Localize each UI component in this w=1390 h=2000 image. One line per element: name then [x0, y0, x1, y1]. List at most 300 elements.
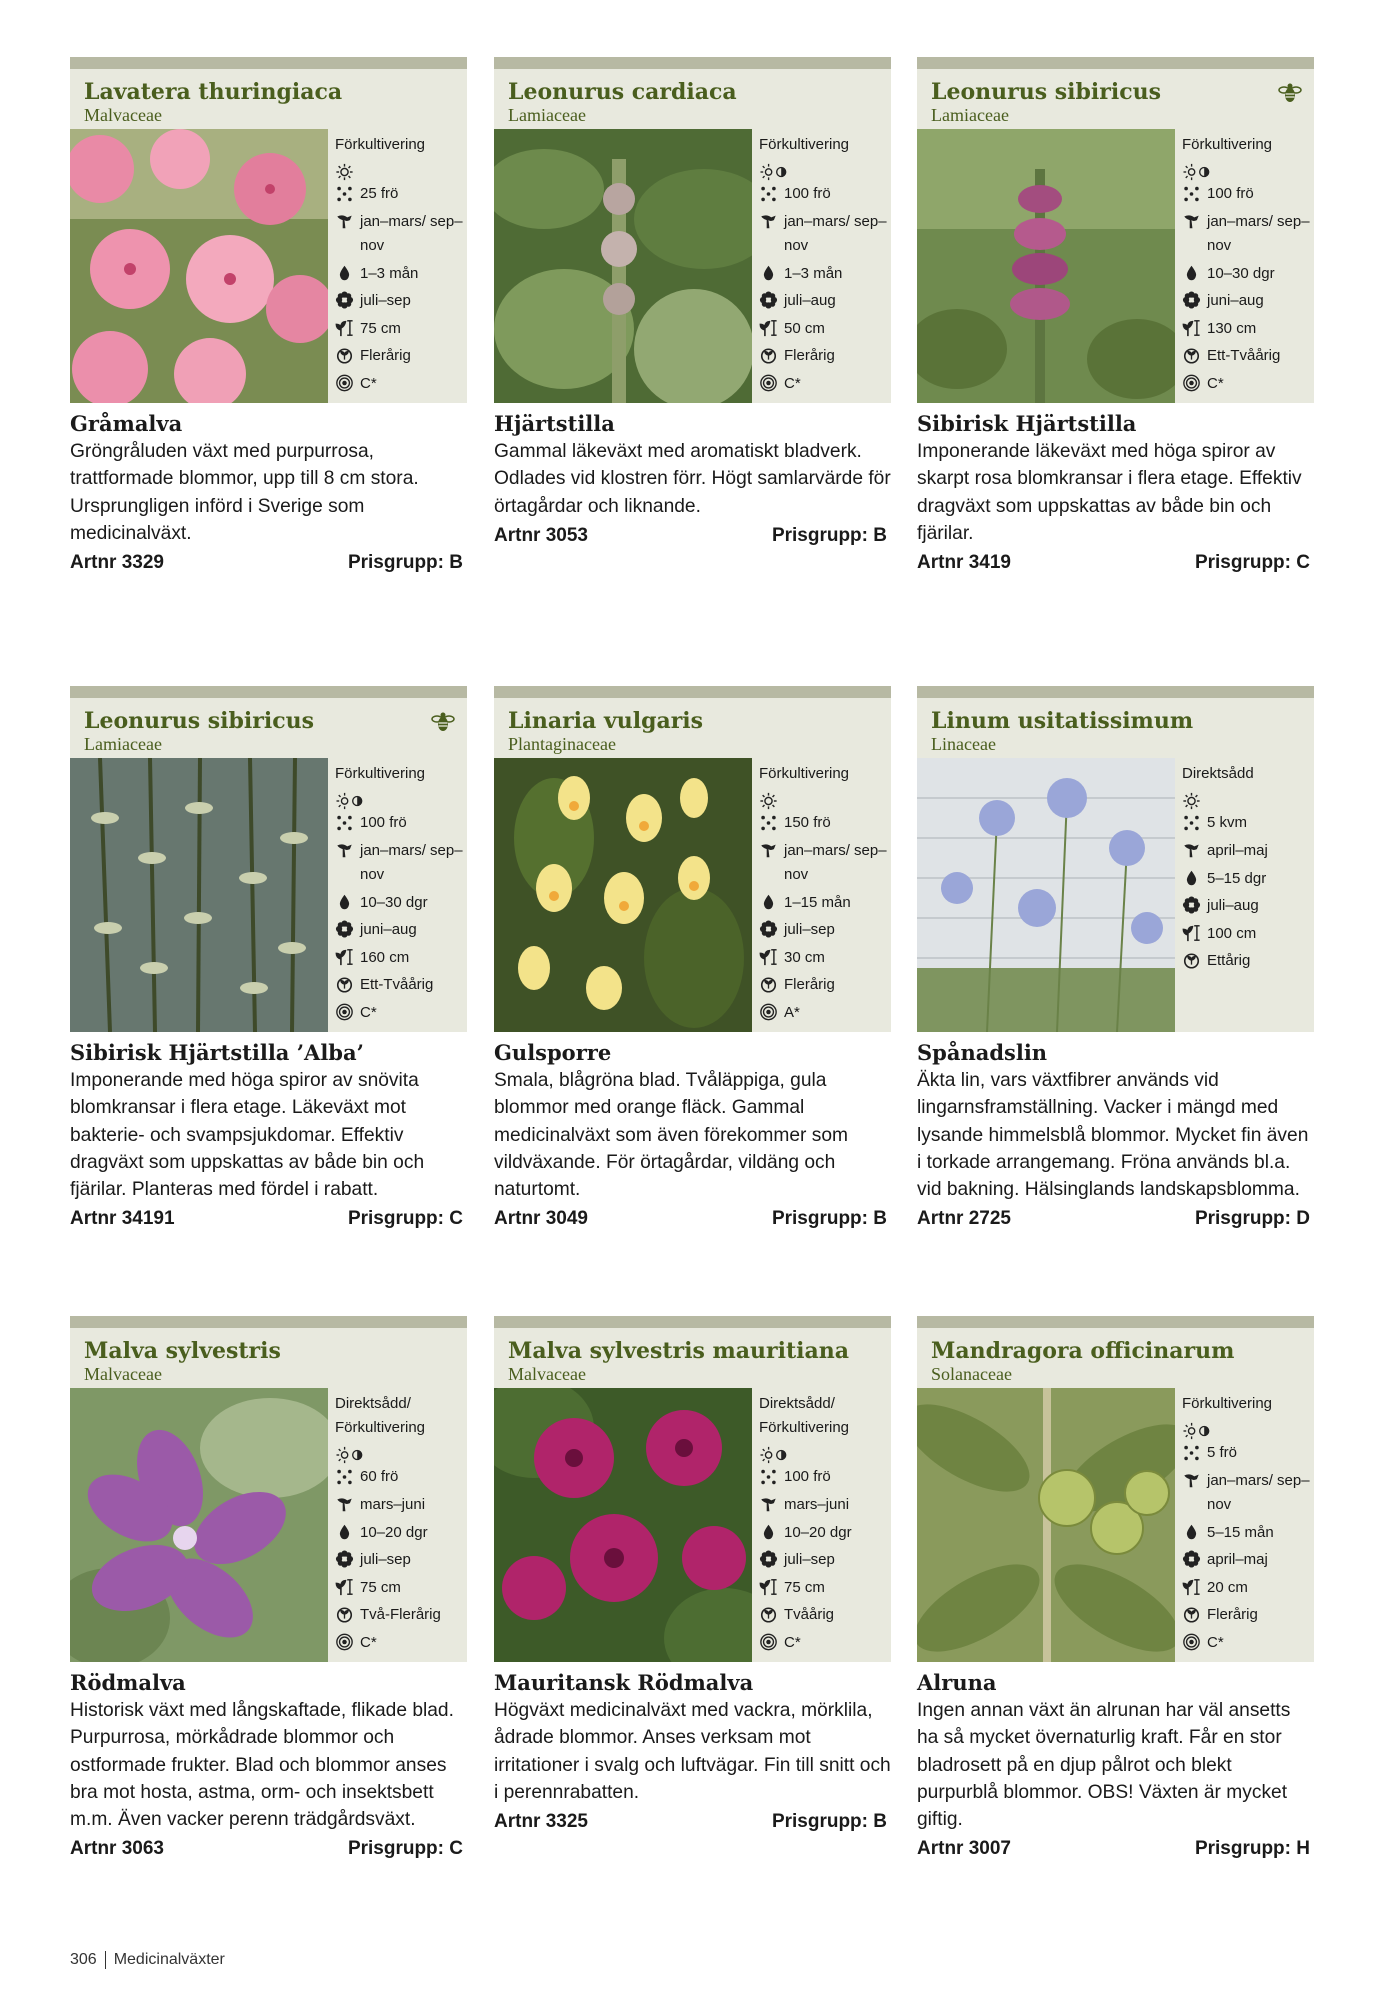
- seeds-row: [335, 810, 465, 838]
- seeds-icon: [759, 814, 778, 832]
- sowing-time: jan–mars/ sep–nov: [360, 212, 463, 254]
- product-card: [494, 686, 891, 1230]
- bloom-row: [759, 287, 889, 315]
- lifecycle-icon: [759, 1606, 778, 1624]
- card-header: [917, 686, 1314, 758]
- germination-icon: [759, 1523, 778, 1541]
- product-card: [70, 686, 467, 1230]
- plant-photo: [70, 129, 328, 403]
- seeds-row: [1182, 1440, 1312, 1468]
- article-number: Artnr 3419: [917, 552, 1011, 574]
- sow-row: [335, 208, 465, 260]
- family-name: Malvaceae: [84, 105, 162, 125]
- description: Högväxt medicinalväxt med vackra, mörklila, ådrade blommor. Anses verksam mot irritationer i svalg och luftvägar. Fin till snitt och i perennrabatten.: [494, 1700, 891, 1803]
- card-header: [917, 1316, 1314, 1388]
- card-header: [70, 686, 467, 758]
- sow-row: [759, 1491, 889, 1519]
- plant-photo: [917, 129, 1175, 403]
- germ-row: [335, 260, 465, 288]
- germination-icon: [759, 893, 778, 911]
- plant-height: 75 cm: [360, 1578, 401, 1596]
- height-row: [335, 944, 465, 972]
- height-row: [335, 1574, 465, 1602]
- footer-divider: [105, 1951, 106, 1969]
- sow-row: [335, 1491, 465, 1519]
- cultivation-method: Förkultivering: [1182, 1394, 1273, 1412]
- bloom-row: [1182, 1546, 1312, 1574]
- sun-row: [759, 788, 889, 810]
- plant-height-icon: [1182, 1578, 1201, 1596]
- common-name: Mauritansk Rödmalva: [494, 1670, 754, 1695]
- lifecycle-icon: [759, 976, 778, 994]
- plant-height-icon: [1182, 319, 1201, 337]
- sowing-hand-icon: [1182, 1471, 1201, 1489]
- card-footer: [494, 1208, 891, 1230]
- price-group: Prisgrupp: H: [1194, 1838, 1310, 1860]
- plant-height-icon: [1182, 924, 1201, 942]
- flower-icon: [335, 291, 354, 309]
- plant-height-icon: [335, 1578, 354, 1596]
- seed-count: 100 frö: [360, 814, 407, 832]
- sun-halfshade-icon: [335, 1446, 365, 1464]
- germination-time: 1–15 mån: [784, 893, 851, 911]
- zone-row: [335, 1629, 465, 1657]
- bee-friendly-icon: [1278, 81, 1302, 105]
- card-body: [917, 758, 1314, 1032]
- height-row: [1182, 920, 1312, 948]
- height-row: [759, 944, 889, 972]
- lifecycle: Flerårig: [360, 347, 411, 365]
- family-name: Solanaceae: [931, 1364, 1012, 1384]
- page-footer: [70, 1951, 225, 1969]
- life-row: [1182, 1602, 1312, 1630]
- latin-name: Malva sylvestris mauritiana: [508, 1338, 850, 1364]
- card-footer: [917, 552, 1314, 574]
- plant-photo: [494, 1388, 752, 1662]
- lifecycle-icon: [759, 347, 778, 365]
- sowing-hand-icon: [759, 1495, 778, 1513]
- sun-icon: [759, 792, 778, 810]
- germ-row: [1182, 865, 1312, 893]
- hardiness-zone: C*: [784, 374, 801, 392]
- germination-icon: [335, 264, 354, 282]
- bloom-time: juli–sep: [784, 1551, 835, 1569]
- zone-row: [335, 999, 465, 1027]
- sun-icon: [1182, 792, 1201, 810]
- plant-height-icon: [759, 1578, 778, 1596]
- sun-icon: [335, 163, 354, 181]
- product-card: [917, 686, 1314, 1230]
- flower-icon: [335, 1550, 354, 1568]
- card-body: [494, 1388, 891, 1662]
- cultivation-method: Förkultivering: [335, 764, 426, 782]
- card-header: [494, 1316, 891, 1388]
- price-group: Prisgrupp: C: [1194, 552, 1310, 574]
- sowing-time: jan–mars/ sep–nov: [1207, 212, 1310, 254]
- common-name: Alruna: [917, 1670, 997, 1695]
- common-name: Hjärtstilla: [494, 411, 615, 436]
- plant-height-icon: [759, 948, 778, 966]
- common-name: Sibirisk Hjärtstilla ’Alba’: [70, 1040, 364, 1065]
- family-name: Malvaceae: [508, 1364, 586, 1384]
- hardiness-zone: C*: [784, 1633, 801, 1651]
- sun-row: [335, 1442, 465, 1464]
- sun-row: [759, 1442, 889, 1464]
- common-name: Spånadslin: [917, 1040, 1048, 1065]
- sow-row: [1182, 1467, 1312, 1519]
- card-body: [70, 758, 467, 1032]
- spec-list: [1182, 1390, 1312, 1657]
- lifecycle: Ett-Tvåårig: [1207, 347, 1281, 365]
- seeds-row: [335, 1464, 465, 1492]
- card-footer: [494, 1811, 891, 1833]
- card-footer: [70, 552, 467, 574]
- bloom-row: [1182, 892, 1312, 920]
- seeds-icon: [335, 814, 354, 832]
- zone-row: [335, 370, 465, 398]
- family-name: Malvaceae: [84, 1364, 162, 1384]
- zone-row: [759, 1629, 889, 1657]
- hardiness-zone-icon: [1182, 1633, 1201, 1651]
- sun-halfshade-icon: [1182, 1422, 1212, 1440]
- life-row: [335, 972, 465, 1000]
- germ-row: [759, 889, 889, 917]
- germ-row: [759, 1519, 889, 1547]
- latin-name: Mandragora officinarum: [931, 1338, 1235, 1364]
- germination-icon: [1182, 264, 1201, 282]
- seeds-icon: [759, 185, 778, 203]
- lifecycle: Flerårig: [784, 976, 835, 994]
- bloom-time: juni–aug: [360, 921, 417, 939]
- seeds-icon: [759, 1468, 778, 1486]
- lifecycle: Ettårig: [1207, 952, 1251, 970]
- sow-row: [1182, 837, 1312, 865]
- flower-icon: [335, 920, 354, 938]
- spec-list: [759, 131, 889, 398]
- germ-row: [1182, 260, 1312, 288]
- sowing-time: jan–mars/ sep–nov: [784, 212, 887, 254]
- product-card: [917, 57, 1314, 574]
- card-header: [70, 1316, 467, 1388]
- price-group: Prisgrupp: C: [347, 1208, 463, 1230]
- price-group: Prisgrupp: B: [771, 1208, 887, 1230]
- bloom-row: [759, 1546, 889, 1574]
- plant-photo: [494, 758, 752, 1032]
- seeds-row: [759, 181, 889, 209]
- product-card: [917, 1316, 1314, 1860]
- hardiness-zone: C*: [360, 374, 377, 392]
- lifecycle: Två-Flerårig: [360, 1606, 441, 1624]
- seed-count: 5 frö: [1207, 1444, 1238, 1462]
- seed-count: 5 kvm: [1207, 814, 1248, 832]
- card-body: [494, 129, 891, 403]
- family-name: Lamiaceae: [84, 734, 162, 754]
- hardiness-zone: C*: [360, 1633, 377, 1651]
- latin-name: Leonurus sibiricus: [84, 708, 314, 734]
- sun-row: [1182, 159, 1312, 181]
- bloom-time: april–maj: [1207, 1551, 1268, 1569]
- life-row: [335, 1602, 465, 1630]
- life-row: [1182, 948, 1312, 976]
- article-number: Artnr 3063: [70, 1838, 164, 1860]
- germination-time: 5–15 dgr: [1207, 869, 1267, 887]
- bloom-row: [1182, 287, 1312, 315]
- height-row: [759, 315, 889, 343]
- height-row: [1182, 1574, 1312, 1602]
- germination-icon: [1182, 1523, 1201, 1541]
- height-row: [1182, 315, 1312, 343]
- plant-height: 75 cm: [784, 1578, 825, 1596]
- hardiness-zone-icon: [1182, 374, 1201, 392]
- height-row: [759, 1574, 889, 1602]
- seeds-icon: [1182, 814, 1201, 832]
- lifecycle: Tvåårig: [784, 1606, 835, 1624]
- seeds-row: [1182, 810, 1312, 838]
- sun-row: [1182, 788, 1312, 810]
- price-group: Prisgrupp: B: [347, 552, 463, 574]
- card-footer: [70, 1208, 467, 1230]
- lifecycle-icon: [1182, 1606, 1201, 1624]
- germination-time: 10–30 dgr: [360, 893, 428, 911]
- germination-time: 10–20 dgr: [784, 1523, 852, 1541]
- card-header: [494, 686, 891, 758]
- bloom-time: juni–aug: [1207, 292, 1264, 310]
- plant-height: 75 cm: [360, 319, 401, 337]
- flower-icon: [1182, 1550, 1201, 1568]
- germination-time: 1–3 mån: [784, 264, 843, 282]
- card-footer: [70, 1838, 467, 1860]
- bloom-time: juli–sep: [784, 921, 835, 939]
- description: Imponerande med höga spiror av snövita blomkransar i flera etage. Läkeväxt mot bakterie- och svampsjukdomar. Effektiv dragväxt som uppskattas av både bin och fjärilar. Planteras med fördel i rabatt.: [70, 1070, 425, 1201]
- common-name: Sibirisk Hjärtstilla: [917, 411, 1137, 436]
- card-body: [494, 758, 891, 1032]
- sun-halfshade-icon: [759, 163, 789, 181]
- card-footer: [917, 1838, 1314, 1860]
- sowing-hand-icon: [1182, 841, 1201, 859]
- bloom-time: juli–sep: [360, 1551, 411, 1569]
- card-body: [917, 129, 1314, 403]
- flower-icon: [1182, 896, 1201, 914]
- family-name: Plantaginaceae: [508, 734, 616, 754]
- card-body: [70, 129, 467, 403]
- germ-row: [1182, 1519, 1312, 1547]
- family-name: Lamiaceae: [508, 105, 586, 125]
- bloom-row: [335, 916, 465, 944]
- latin-name: Lavatera thuringiaca: [84, 79, 343, 105]
- sowing-time: jan–mars/ sep–nov: [360, 841, 463, 883]
- lifecycle: Ett-Tvåårig: [360, 976, 434, 994]
- latin-name: Linum usitatissimum: [931, 708, 1194, 734]
- life-row: [759, 343, 889, 371]
- zone-row: [1182, 1629, 1312, 1657]
- card-header: [917, 57, 1314, 129]
- plant-photo: [494, 129, 752, 403]
- seed-count: 150 frö: [784, 814, 831, 832]
- germination-time: 1–3 mån: [360, 264, 419, 282]
- lifecycle-icon: [335, 1606, 354, 1624]
- card-body: [70, 1388, 467, 1662]
- lifecycle: Flerårig: [1207, 1606, 1258, 1624]
- germination-icon: [1182, 869, 1201, 887]
- seed-count: 100 frö: [784, 185, 831, 203]
- cultivation-method: Direktsådd/ Förkultivering: [335, 1394, 426, 1436]
- plant-photo: [70, 1388, 328, 1662]
- germination-time: 10–20 dgr: [360, 1523, 428, 1541]
- cultivation-method: Förkultivering: [1182, 135, 1273, 153]
- seed-count: 100 frö: [784, 1468, 831, 1486]
- hardiness-zone-icon: [759, 1633, 778, 1651]
- price-group: Prisgrupp: B: [771, 524, 887, 546]
- common-name: Rödmalva: [70, 1670, 186, 1695]
- latin-name: Linaria vulgaris: [508, 708, 704, 734]
- seed-count: 100 frö: [1207, 185, 1254, 203]
- latin-name: Malva sylvestris: [84, 1338, 281, 1364]
- life-row: [759, 1602, 889, 1630]
- card-header: [494, 57, 891, 129]
- spec-list: [1182, 131, 1312, 398]
- sowing-hand-icon: [759, 212, 778, 230]
- description: Gammal läkeväxt med aromatiskt bladverk. Odlades vid klostren förr. Högt samlarvärde för örtagårdar och liknande.: [494, 441, 891, 517]
- germ-row: [335, 1519, 465, 1547]
- sowing-hand-icon: [335, 1495, 354, 1513]
- description: Smala, blågröna blad. Tvåläppiga, gula blommor med orange fläck. Gammal medicinalväxt som även förekommer som vildväxande. För örtagårdar, vildäng och naturtomt.: [494, 1070, 849, 1201]
- sowing-hand-icon: [759, 841, 778, 859]
- card-header: [70, 57, 467, 129]
- sun-halfshade-icon: [1182, 163, 1212, 181]
- seeds-icon: [1182, 1444, 1201, 1462]
- article-number: Artnr 34191: [70, 1208, 175, 1230]
- page-number: 306: [70, 1951, 97, 1969]
- article-number: Artnr 2725: [917, 1208, 1011, 1230]
- seeds-icon: [1182, 185, 1201, 203]
- sun-halfshade-icon: [759, 1446, 789, 1464]
- flower-icon: [759, 1550, 778, 1568]
- plant-photo: [70, 758, 328, 1032]
- plant-height-icon: [335, 319, 354, 337]
- height-row: [335, 315, 465, 343]
- family-name: Linaceae: [931, 734, 996, 754]
- germ-row: [759, 260, 889, 288]
- seeds-row: [1182, 181, 1312, 209]
- sowing-time: mars–juni: [784, 1495, 850, 1513]
- latin-name: Leonurus sibiricus: [931, 79, 1161, 105]
- life-row: [335, 343, 465, 371]
- seeds-icon: [335, 1468, 354, 1486]
- sun-row: [335, 159, 465, 181]
- sowing-hand-icon: [1182, 212, 1201, 230]
- article-number: Artnr 3325: [494, 1811, 588, 1833]
- lifecycle-icon: [1182, 347, 1201, 365]
- product-card: [494, 57, 891, 547]
- sun-halfshade-icon: [335, 792, 365, 810]
- bee-friendly-icon: [431, 710, 455, 734]
- spec-list: [759, 1390, 889, 1657]
- price-group: Prisgrupp: D: [1194, 1208, 1310, 1230]
- sow-row: [1182, 208, 1312, 260]
- description: Imponerande läkeväxt med höga spiror av skarpt rosa blomkransar i flera etage. Effektiv dragväxt som uppskattas av både bin och fjärilar.: [917, 441, 1302, 544]
- sun-row: [1182, 1418, 1312, 1440]
- common-name: Gråmalva: [70, 411, 183, 436]
- germination-icon: [335, 893, 354, 911]
- plant-photo: [917, 1388, 1175, 1662]
- bloom-row: [335, 287, 465, 315]
- plant-height: 100 cm: [1207, 924, 1257, 942]
- plant-height: 130 cm: [1207, 319, 1257, 337]
- article-number: Artnr 3007: [917, 1838, 1011, 1860]
- description: Ingen annan växt än alrunan har väl ansetts ha så mycket övernaturlig kraft. Får en stor bladrosett på en djup pålrot och blekt purpurblå blommor. OBS! Växten är mycket giftig.: [917, 1700, 1291, 1831]
- sowing-hand-icon: [335, 841, 354, 859]
- sow-row: [335, 837, 465, 889]
- hardiness-zone: C*: [1207, 374, 1224, 392]
- seeds-icon: [335, 185, 354, 203]
- sowing-hand-icon: [335, 212, 354, 230]
- seeds-row: [759, 1464, 889, 1492]
- sow-row: [759, 208, 889, 260]
- description: Äkta lin, vars växtfibrer används vid lingarnsframställning. Vacker i mängd med lysande himmelsblå blommor. Mycket fin även i torkade arrangemang. Fröna används bl.a. vid bakning. Hälsinglands landskapsblomma.: [917, 1070, 1309, 1201]
- seed-count: 25 frö: [360, 185, 399, 203]
- flower-icon: [759, 291, 778, 309]
- plant-photo: [917, 758, 1175, 1032]
- hardiness-zone-icon: [335, 374, 354, 392]
- plant-height: 20 cm: [1207, 1578, 1248, 1596]
- seed-count: 60 frö: [360, 1468, 399, 1486]
- cultivation-method: Förkultivering: [335, 135, 426, 153]
- article-number: Artnr 3329: [70, 552, 164, 574]
- bloom-row: [759, 916, 889, 944]
- common-name: Gulsporre: [494, 1040, 612, 1065]
- plant-height-icon: [759, 319, 778, 337]
- hardiness-zone: A*: [784, 1003, 800, 1021]
- lifecycle: Flerårig: [784, 347, 835, 365]
- description: Historisk växt med långskaftade, flikade blad. Purpurrosa, mörkådrade blommor och ostformade frukter. Blad och blommor anses bra mot hosta, astma, orm- och insektsbett m.m. Även vacker perenn trädgårdsväxt.: [70, 1700, 454, 1831]
- hardiness-zone-icon: [759, 374, 778, 392]
- lifecycle-icon: [335, 976, 354, 994]
- product-card: [494, 1316, 891, 1833]
- cultivation-method: Förkultivering: [759, 135, 850, 153]
- card-footer: [917, 1208, 1314, 1230]
- spec-list: [335, 760, 465, 1027]
- description: Gröngråluden växt med purpurrosa, trattformade blommor, upp till 8 cm stora. Ursprungligen införd i Sverige som medicinalväxt.: [70, 441, 419, 544]
- sowing-time: jan–mars/ sep–nov: [784, 841, 887, 883]
- hardiness-zone-icon: [335, 1003, 354, 1021]
- product-card: [70, 1316, 467, 1860]
- sowing-time: jan–mars/ sep–nov: [1207, 1471, 1310, 1513]
- germination-icon: [759, 264, 778, 282]
- spec-list: [335, 1390, 465, 1657]
- article-number: Artnr 3049: [494, 1208, 588, 1230]
- price-group: Prisgrupp: B: [771, 1811, 887, 1833]
- plant-height: 160 cm: [360, 948, 410, 966]
- plant-height: 50 cm: [784, 319, 825, 337]
- flower-icon: [759, 920, 778, 938]
- price-group: Prisgrupp: C: [347, 1838, 463, 1860]
- seeds-row: [759, 810, 889, 838]
- hardiness-zone-icon: [335, 1633, 354, 1651]
- germination-time: 5–15 mån: [1207, 1523, 1274, 1541]
- life-row: [759, 972, 889, 1000]
- sow-row: [759, 837, 889, 889]
- cultivation-method: Förkultivering: [759, 764, 850, 782]
- germination-icon: [335, 1523, 354, 1541]
- card-body: [917, 1388, 1314, 1662]
- lifecycle-icon: [335, 347, 354, 365]
- sowing-time: mars–juni: [360, 1495, 426, 1513]
- bloom-time: juli–sep: [360, 292, 411, 310]
- section-name: Medicinalväxter: [113, 1951, 225, 1969]
- card-footer: [494, 525, 891, 547]
- zone-row: [759, 370, 889, 398]
- bloom-time: juli–aug: [784, 292, 836, 310]
